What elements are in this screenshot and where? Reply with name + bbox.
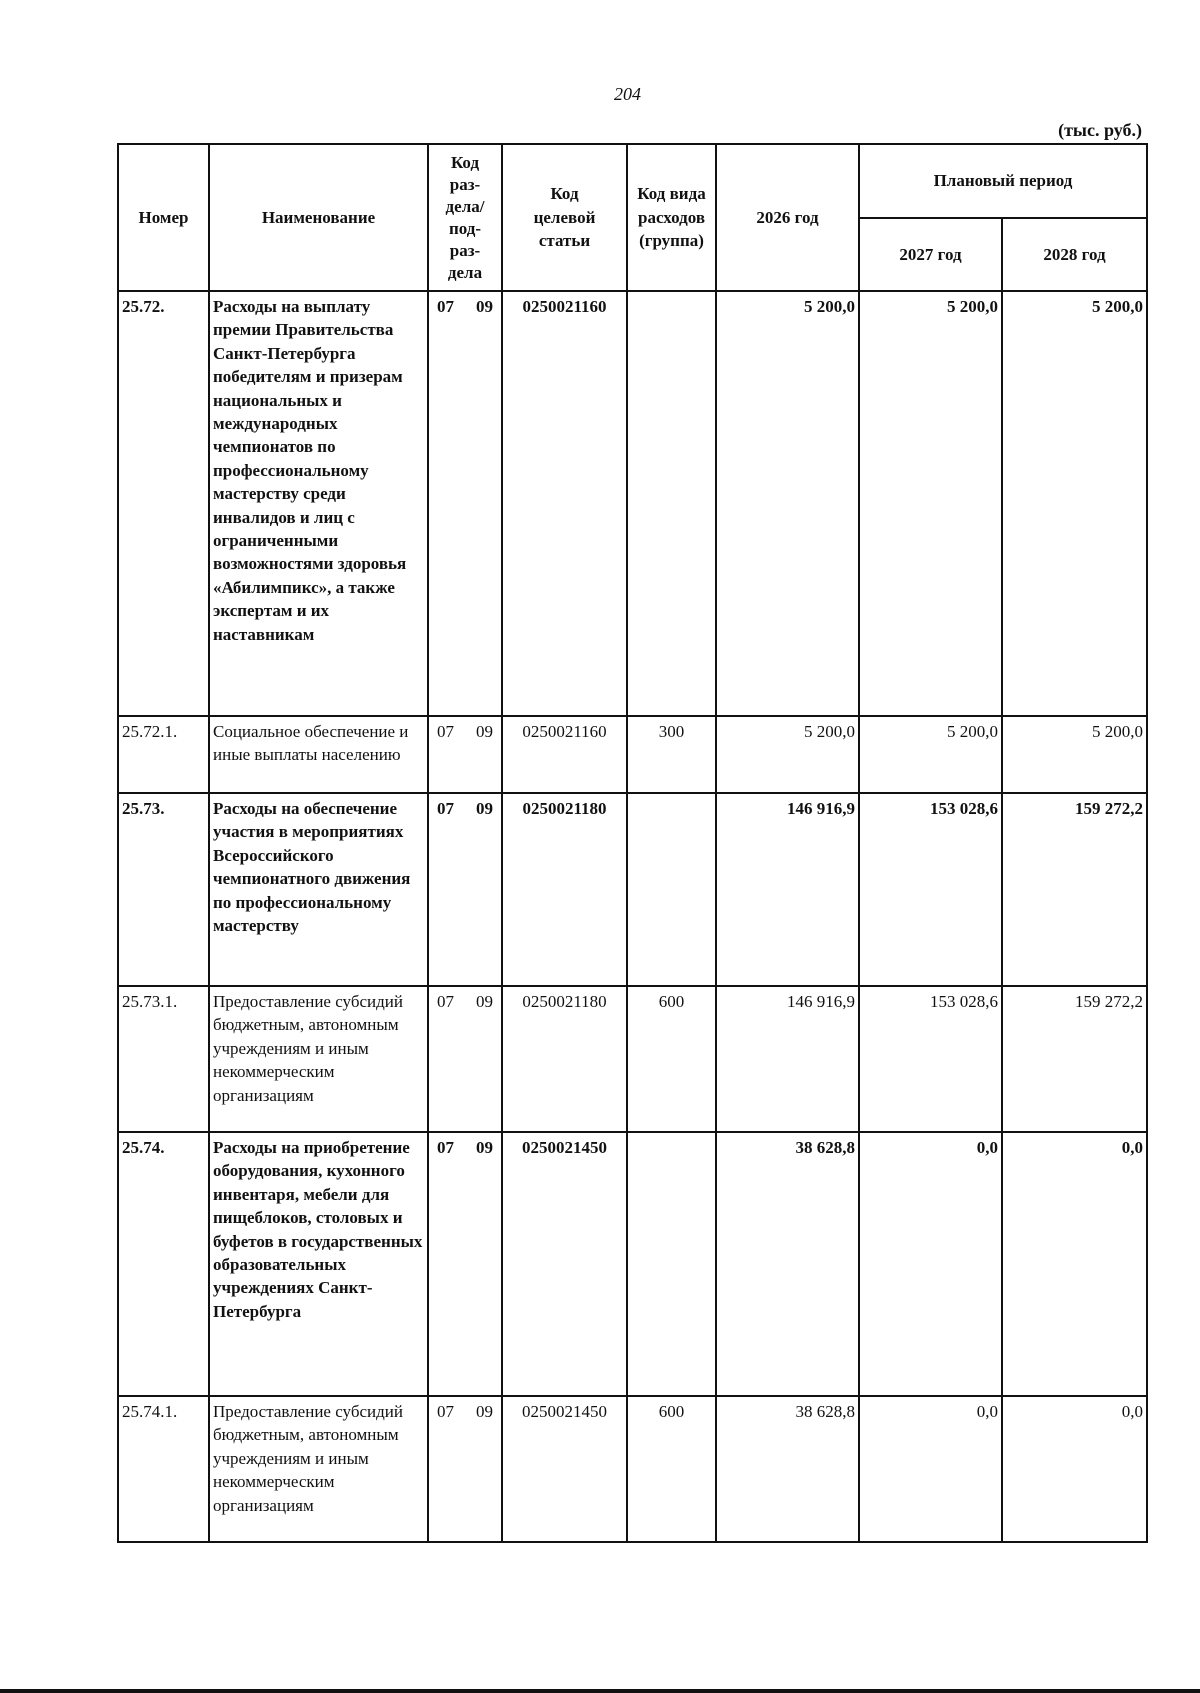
header-year-2026: 2026 год xyxy=(716,144,859,291)
row-amount-2026: 5 200,0 xyxy=(716,716,859,793)
table-row xyxy=(118,291,1147,716)
row-expense-group: 300 xyxy=(627,716,716,793)
row-amount-2026: 146 916,9 xyxy=(716,986,859,1132)
row-amount-2027: 5 200,0 xyxy=(859,291,1002,716)
row-amount-2028: 5 200,0 xyxy=(1002,716,1147,793)
row-amount-2026: 38 628,8 xyxy=(716,1396,859,1542)
row-target-code: 0250021180 xyxy=(502,986,627,1132)
row-name: Социальное обеспечение и иные выплаты населению xyxy=(209,716,428,793)
row-section-code: 07 09 xyxy=(428,1132,502,1396)
table-row xyxy=(118,986,1147,1132)
row-amount-2027: 153 028,6 xyxy=(859,793,1002,986)
row-name: Расходы на выплату премии Правительства Санкт-Петербурга победителям и призерам национальных и международных чемпионатов по профессиональному мастерству среди инвалидов и лиц с ограниченными возможностями здоровья «Абилимпикс», а также экспертам и их наставникам xyxy=(209,291,428,716)
budget-table xyxy=(117,143,1148,1543)
row-section-code: 07 09 xyxy=(428,1396,502,1542)
header-year-2028: 2028 год xyxy=(1002,218,1147,291)
table-body xyxy=(118,291,1147,1542)
header-section-code: Код раз- дела/ под- раз- дела xyxy=(428,144,502,291)
row-expense-group xyxy=(627,1132,716,1396)
row-expense-group xyxy=(627,291,716,716)
table-header xyxy=(118,144,1147,291)
header-target-code: Код целевой статьи xyxy=(502,144,627,291)
table-row xyxy=(118,1396,1147,1542)
row-amount-2026: 38 628,8 xyxy=(716,1132,859,1396)
row-name: Предоставление субсидий бюджетным, автономным учреждениям и иным некоммерческим организациям xyxy=(209,1396,428,1542)
row-number: 25.74. xyxy=(118,1132,209,1396)
row-section-code: 07 09 xyxy=(428,986,502,1132)
row-target-code: 0250021450 xyxy=(502,1396,627,1542)
row-amount-2028: 5 200,0 xyxy=(1002,291,1147,716)
table-row xyxy=(118,716,1147,793)
row-expense-group: 600 xyxy=(627,986,716,1132)
row-amount-2028: 159 272,2 xyxy=(1002,986,1147,1132)
row-expense-group xyxy=(627,793,716,986)
row-number: 25.72.1. xyxy=(118,716,209,793)
row-name: Расходы на приобретение оборудования, кухонного инвентаря, мебели для пищеблоков, столовых и буфетов в государственных образовательных учреждениях Санкт-Петербурга xyxy=(209,1132,428,1396)
header-planned-period: Плановый период xyxy=(859,144,1147,218)
row-number: 25.73.1. xyxy=(118,986,209,1132)
header-expense-type: Код вида расходов (группа) xyxy=(627,144,716,291)
row-name: Предоставление субсидий бюджетным, автономным учреждениям и иным некоммерческим организациям xyxy=(209,986,428,1132)
table-row xyxy=(118,1132,1147,1396)
row-target-code: 0250021180 xyxy=(502,793,627,986)
row-number: 25.73. xyxy=(118,793,209,986)
header-year-2027: 2027 год xyxy=(859,218,1002,291)
row-amount-2028: 0,0 xyxy=(1002,1396,1147,1542)
page-number: 204 xyxy=(614,84,641,104)
header-number: Номер xyxy=(118,144,209,291)
row-amount-2027: 153 028,6 xyxy=(859,986,1002,1132)
header-name: Наименование xyxy=(209,144,428,291)
row-section-code: 07 09 xyxy=(428,793,502,986)
row-section-code: 07 09 xyxy=(428,716,502,793)
row-expense-group: 600 xyxy=(627,1396,716,1542)
row-section-code: 07 09 xyxy=(428,291,502,716)
scan-bottom-edge xyxy=(0,1689,1200,1693)
row-number: 25.72. xyxy=(118,291,209,716)
row-target-code: 0250021450 xyxy=(502,1132,627,1396)
units-label: (тыс. руб.) xyxy=(1058,120,1142,140)
row-target-code: 0250021160 xyxy=(502,291,627,716)
row-amount-2028: 159 272,2 xyxy=(1002,793,1147,986)
row-amount-2026: 146 916,9 xyxy=(716,793,859,986)
row-number: 25.74.1. xyxy=(118,1396,209,1542)
row-amount-2027: 5 200,0 xyxy=(859,716,1002,793)
row-amount-2026: 5 200,0 xyxy=(716,291,859,716)
row-amount-2027: 0,0 xyxy=(859,1132,1002,1396)
table-row xyxy=(118,793,1147,986)
row-amount-2027: 0,0 xyxy=(859,1396,1002,1542)
row-target-code: 0250021160 xyxy=(502,716,627,793)
row-amount-2028: 0,0 xyxy=(1002,1132,1147,1396)
row-name: Расходы на обеспечение участия в мероприятиях Всероссийского чемпионатного движения по профессиональному мастерству xyxy=(209,793,428,986)
